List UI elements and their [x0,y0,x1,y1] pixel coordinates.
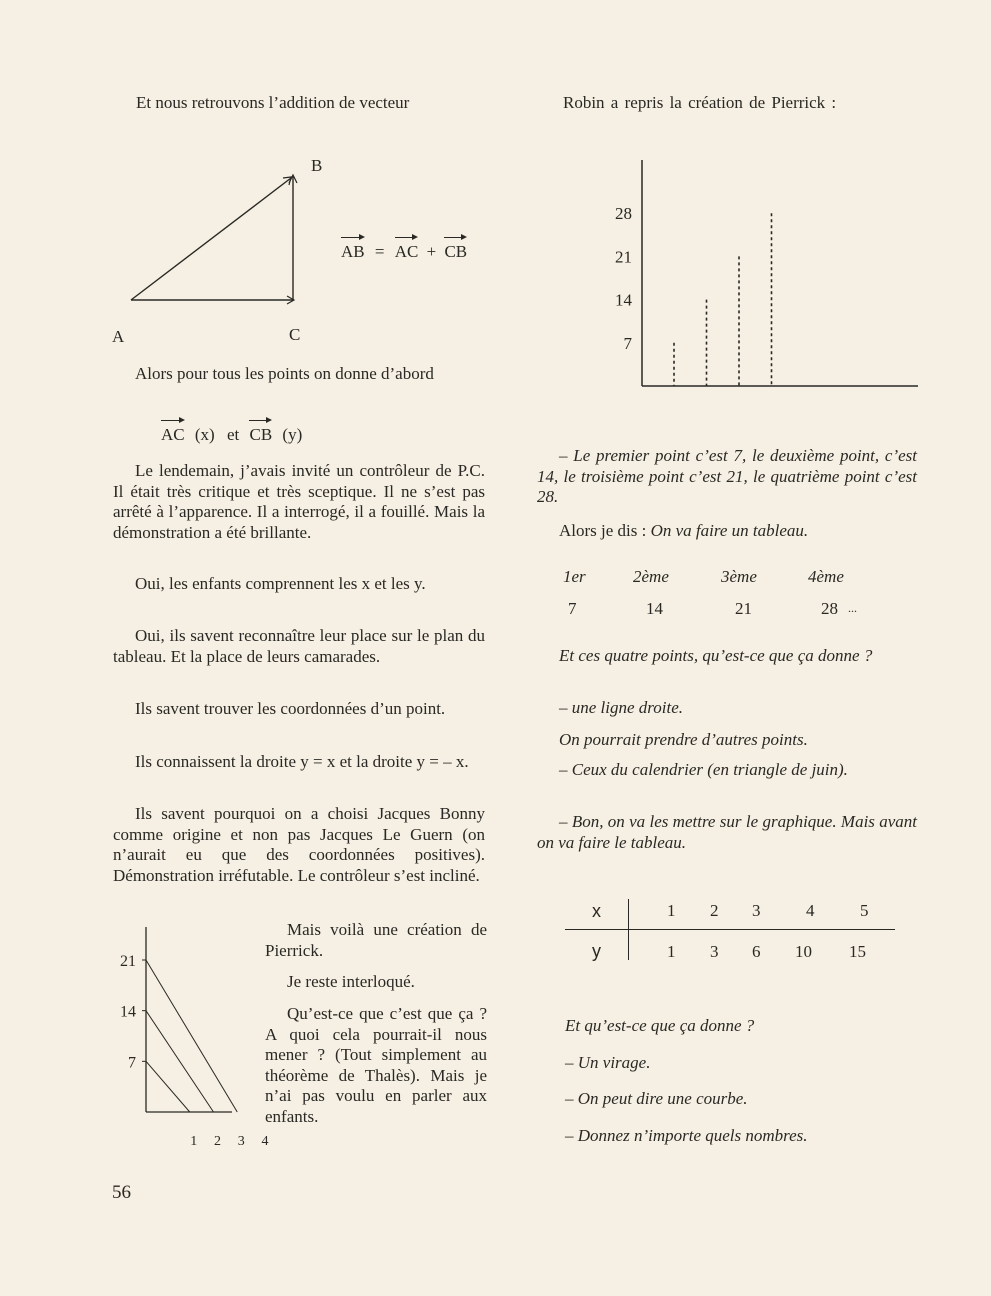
thales-line-1 [146,1061,190,1112]
ordinal-value-1: 7 [568,599,577,618]
vector-equation [341,242,467,262]
paragraph-pourquoi: Ils savent pourquoi on a choisi Jacques Bonny comme origine et non pas Jacques Le Guern (on n’aurait eu que des coordonnées positives). Démonstration irréfutable. Le contrôleur s’est incliné. [113,804,485,885]
vec-cb-given: CB [249,425,273,444]
xy-table [565,895,895,965]
paragraph-droite: Ils connaissent la droite y = x et la droite y = – x. [135,752,469,771]
vec-ac-given: AC [161,425,185,444]
y-tick-label: 7 [128,1054,136,1072]
label-a: A [112,327,125,346]
ordinal-4: 4ème [808,567,844,586]
y-tick-label: 28 [615,204,632,224]
paragraph-courbe: – On peut dire une courbe. [565,1089,748,1108]
paragraph-alors-tableau: Alors je dis : On va faire un tableau. [559,521,809,540]
ordinal-row [563,567,883,587]
paragraph-reste: Je reste interloqué. [287,972,415,991]
left-intro: Et nous retrouvons l’addition de vecteur [136,93,410,112]
xy-y-label: y [592,941,601,961]
plus-sign: + [426,242,437,261]
paragraph-quest: Qu’est-ce que c’est que ça ? A quoi cela pourrait-il nous mener ? (Tout simplement au théorème de Thalès). Mais je n’ai pas voulu en parler aux enfants. [265,1004,487,1126]
ordinal-value-4: 28 [821,599,838,618]
paragraph-voila: Mais voilà une création de Pierrick. [265,920,487,960]
paragraph-virage: – Un virage. [565,1053,651,1072]
paragraph-alors: Alors pour tous les points on donne d’abord [135,364,434,383]
points-bar-chart [590,155,930,400]
thales-line-chart [106,922,269,1152]
xy-x-5: 5 [860,901,869,920]
given-et: et [226,425,240,444]
y-tick-label: 21 [120,953,136,970]
y-tick-label: 21 [615,247,632,267]
ordinal-1: 1er [563,567,586,586]
page-number: 56 [112,1182,131,1203]
paragraph-bon: – Bon, on va les mettre sur le graphique. Mais avant on va faire le tableau. [537,812,917,852]
xy-x-1: 1 [667,901,676,920]
paragraph-quatre-points: Et ces quatre points, qu’est-ce que ça donne ? [559,646,873,665]
paragraph-autres-points: On pourrait prendre d’autres points. [559,730,808,749]
paragraph-premier: – Le premier point c’est 7, le deuxième point, c’est 14, le troisième point c’est 21, le quatrième point c’est 28. [537,446,917,506]
ordinal-ellipsis: ... [848,601,857,615]
y-tick-label: 14 [615,290,632,310]
vector-triangle-diagram [105,150,335,350]
vec-ab: AB [341,242,365,261]
paragraph-coordonnees: Ils savent trouver les coordonnées d’un point. [135,699,446,718]
paragraph-ligne-droite: – une ligne droite. [559,698,684,717]
xy-x-3: 3 [752,901,761,920]
xy-y-1: 1 [667,942,676,961]
right-intro: Robin a repris la création de Pierrick : [563,93,837,112]
xy-x-label: x [592,901,601,921]
label-b: B [311,156,323,175]
thales-line-2 [146,1011,214,1112]
paragraph-oui-1: Oui, les enfants comprennent les x et les y. [135,574,426,593]
xy-table-hline [565,929,895,930]
ordinal-2: 2ème [633,567,669,586]
given-y: (y) [282,425,303,444]
y-tick-label: 14 [120,1003,136,1021]
given-vectors [161,425,302,445]
paragraph-calendrier: – Ceux du calendrier (en triangle de juin). [559,760,848,779]
xy-y-3: 6 [752,942,761,961]
vec-cb: CB [444,242,468,261]
thales-line-3 [146,960,237,1112]
paragraph-donne: Et qu’est-ce que ça donne ? [565,1016,755,1035]
xy-x-4: 4 [806,901,815,920]
paragraph-lendemain: Le lendemain, j’avais invité un contrôleur de P.C. Il était très critique et très sceptique. Il ne s’est pas arrêté à l’apparence. Il a interrogé, il a fouillé. Mais la démonstration a été brillante. [113,461,485,542]
y-tick-label: 7 [623,333,632,353]
label-c: C [289,325,301,344]
x-tick-label: 2 [214,1134,221,1149]
ordinal-value-3: 21 [735,599,752,618]
vec-ac: AC [394,242,419,261]
x-tick-label: 4 [261,1134,269,1149]
x-tick-label: 1 [190,1134,198,1149]
given-x: (x) [194,425,215,444]
paragraph-oui-2: Oui, ils savent reconnaître leur place sur le plan du tableau. Et la place de leurs camarades. [113,626,485,666]
ordinal-3: 3ème [721,567,757,586]
xy-x-2: 2 [710,901,719,920]
xy-y-5: 15 [849,942,866,961]
ordinal-value-row [568,599,888,619]
paragraph-nombres: – Donnez n’importe quels nombres. [565,1126,808,1145]
x-tick-label: 3 [237,1134,245,1149]
xy-y-2: 3 [710,942,719,961]
ordinal-value-2: 14 [646,599,663,618]
xy-y-4: 10 [795,942,812,961]
eq-sign: = [374,242,385,261]
